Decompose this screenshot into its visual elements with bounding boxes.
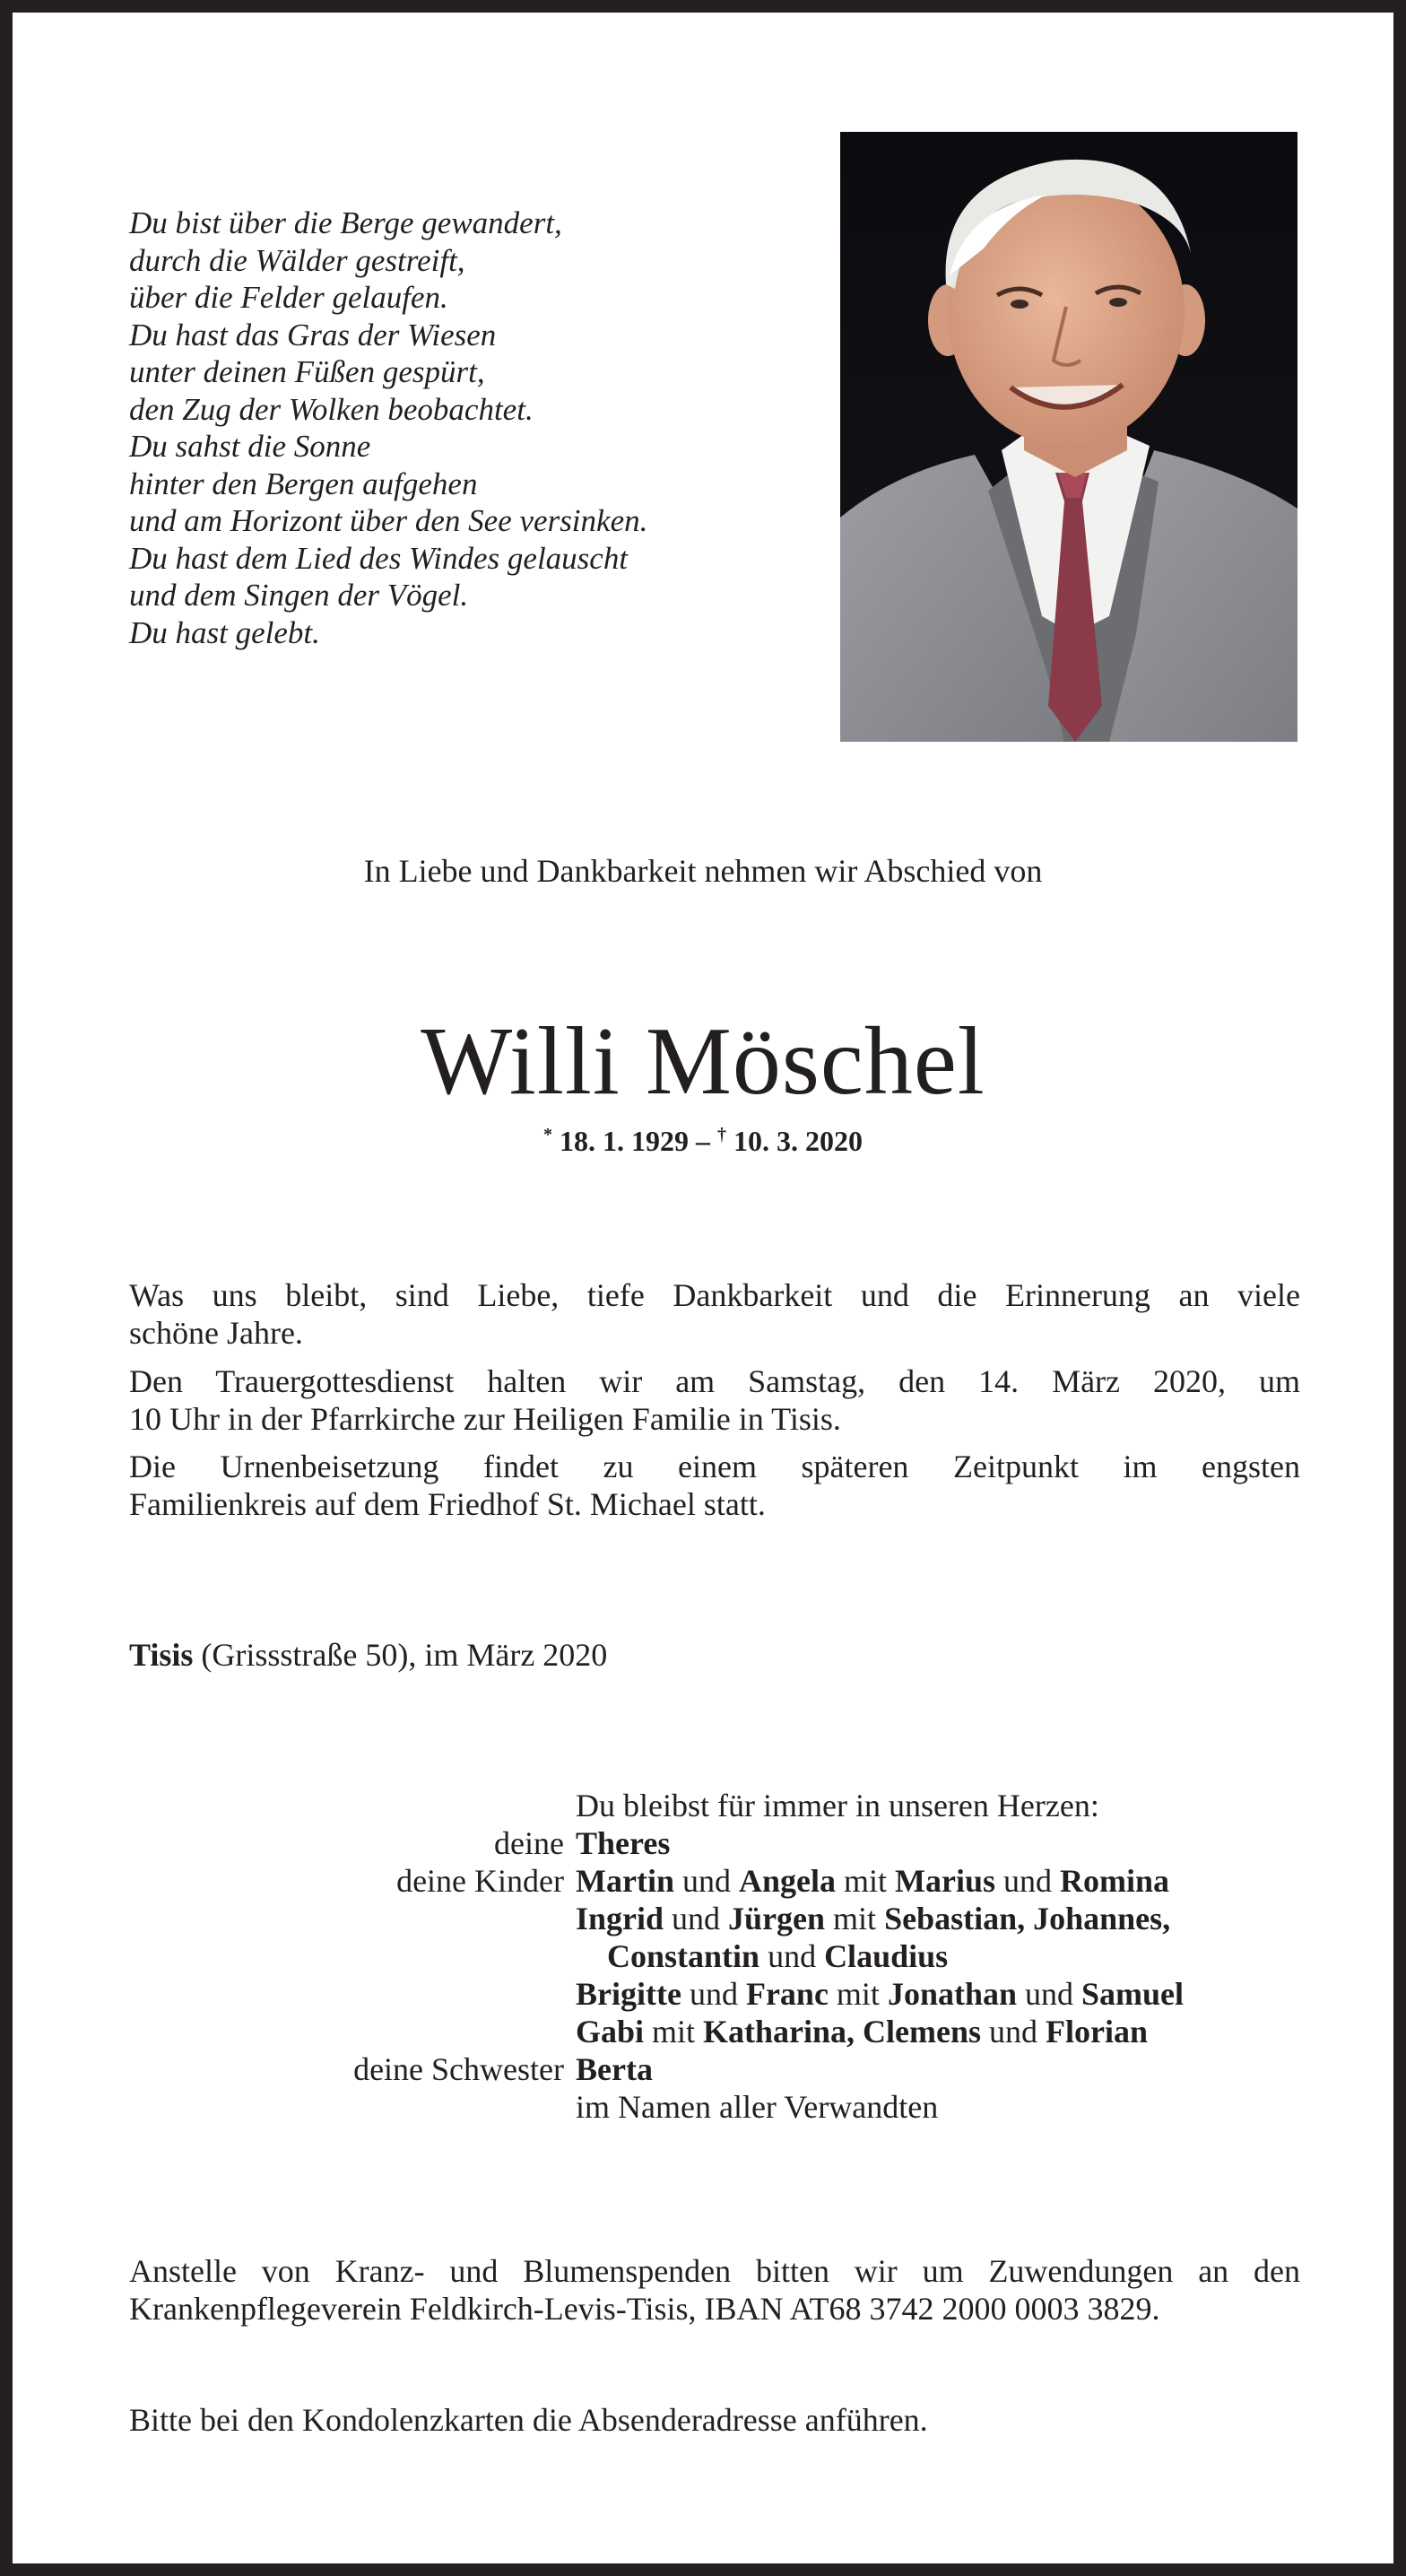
survivor-connector: und bbox=[981, 2014, 1046, 2049]
survivor-connector: und bbox=[681, 1976, 746, 2012]
survivor-row bbox=[13, 2013, 1393, 2050]
birth-date: 18. 1. 1929 bbox=[560, 1125, 689, 1157]
survivor-row bbox=[13, 1900, 1393, 1937]
survivor-name: Constantin bbox=[607, 1938, 760, 1974]
survivor-name: Berta bbox=[576, 2051, 653, 2087]
survivor-names bbox=[576, 1975, 1184, 2013]
survivor-connector: mit bbox=[825, 1901, 885, 1936]
donation-request bbox=[129, 2253, 1300, 2328]
survivor-names bbox=[576, 2013, 1148, 2050]
survivor-name: Martin bbox=[576, 1863, 674, 1899]
survivor-name: Marius bbox=[894, 1863, 995, 1899]
donation-line: Anstelle von Kranz- und Blumenspenden bitten wir um Zuwendungen an den bbox=[129, 2253, 1300, 2289]
survivor-connector: und bbox=[1017, 1976, 1081, 2012]
survivor-name: Sebastian, Johannes, bbox=[884, 1901, 1171, 1936]
survivor-name: Claudius bbox=[824, 1938, 949, 1974]
survivor-row bbox=[13, 1862, 1393, 1900]
survivor-row bbox=[13, 1824, 1393, 1862]
survivor-connector: im Namen aller Verwandten bbox=[576, 2089, 939, 2125]
closing-note bbox=[129, 2402, 1300, 2440]
survivor-name: Florian bbox=[1046, 2014, 1149, 2049]
poem-line: Du hast gelebt. bbox=[129, 614, 320, 650]
message-line: schöne Jahre. bbox=[129, 1314, 303, 1351]
survivor-name: Jonathan bbox=[887, 1976, 1017, 2012]
survivor-name: Angela bbox=[738, 1863, 836, 1899]
message-line: Familienkreis auf dem Friedhof St. Michael statt. bbox=[129, 1485, 766, 1522]
death-date: 10. 3. 2020 bbox=[733, 1125, 863, 1157]
message-line: Was uns bleibt, sind Liebe, tiefe Dankbarkeit und die Erinnerung an viele bbox=[129, 1277, 1300, 1313]
portrait-illustration bbox=[840, 132, 1298, 742]
poem-line: über die Felder gelaufen. bbox=[129, 280, 448, 315]
survivor-name: Franc bbox=[745, 1976, 829, 2012]
survivor-row bbox=[13, 1975, 1393, 2013]
survivor-names bbox=[576, 1824, 670, 1862]
place-and-date bbox=[129, 1636, 607, 1674]
closing-line: Bitte bei den Kondolenzkarten die Absenderadresse anführen. bbox=[129, 2402, 928, 2438]
survivor-rows bbox=[13, 1824, 1393, 2126]
survivor-connector: und bbox=[994, 1863, 1060, 1899]
poem-line: Du hast dem Lied des Windes gelauscht bbox=[129, 540, 629, 576]
survivor-row bbox=[13, 2088, 1393, 2126]
survivor-relation: deine Kinder bbox=[396, 1863, 564, 1899]
message-line: 10 Uhr in der Pfarrkirche zur Heiligen Familie in Tisis. bbox=[129, 1400, 841, 1437]
message-paragraph-2 bbox=[129, 1363, 1300, 1438]
message-line: Den Trauergottesdienst halten wir am Samstag, den 14. März 2020, um bbox=[129, 1363, 1300, 1399]
survivor-row bbox=[13, 1937, 1393, 1975]
place-town: Tisis bbox=[129, 1637, 194, 1673]
survivor-names bbox=[576, 1900, 1170, 1937]
survivor-names bbox=[576, 2088, 938, 2126]
message-paragraph-1 bbox=[129, 1277, 1300, 1352]
survivor-connector: und bbox=[759, 1938, 825, 1974]
message-paragraph-3 bbox=[129, 1449, 1300, 1523]
poem-line: unter deinen Füßen gespürt, bbox=[129, 354, 485, 389]
life-dates bbox=[13, 1125, 1393, 1158]
birth-symbol: * bbox=[543, 1125, 552, 1144]
survivor-names bbox=[607, 1937, 948, 1975]
poem-line: den Zug der Wolken beobachtet. bbox=[129, 391, 534, 427]
poem-line: und am Horizont über den See versinken. bbox=[129, 503, 648, 538]
survivor-relation: deine bbox=[494, 1825, 564, 1861]
message-line: Die Urnenbeisetzung findet zu einem späteren Zeitpunkt im engsten bbox=[129, 1449, 1300, 1484]
survivor-names bbox=[576, 2050, 653, 2088]
survivor-name: Ingrid bbox=[576, 1901, 664, 1936]
survivor-row bbox=[13, 2050, 1393, 2088]
date-separator: – bbox=[696, 1125, 710, 1157]
survivor-name: Romina bbox=[1059, 1863, 1169, 1899]
poem-line: und dem Singen der Vögel. bbox=[129, 578, 469, 613]
survivors-intro: Du bleibst für immer in unseren Herzen: bbox=[576, 1788, 1099, 1823]
survivor-connector: mit bbox=[828, 1976, 888, 2012]
survivor-connector: mit bbox=[644, 2014, 704, 2049]
place-rest: (Grissstraße 50), im März 2020 bbox=[193, 1637, 608, 1673]
poem-line: Du bist über die Berge gewandert, bbox=[129, 205, 562, 240]
survivors-list bbox=[13, 1787, 1393, 2126]
donation-line: Krankenpflegeverein Feldkirch-Levis-Tisis, IBAN AT68 3742 2000 0003 3829. bbox=[129, 2290, 1160, 2327]
farewell-line: In Liebe und Dankbarkeit nehmen wir Abschied von bbox=[363, 853, 1043, 889]
poem-line: durch die Wälder gestreift, bbox=[129, 242, 465, 278]
deceased-name: Willi Möschel bbox=[421, 1008, 985, 1115]
survivor-name: Theres bbox=[576, 1825, 671, 1861]
survivor-connector: und bbox=[664, 1901, 729, 1936]
poem-line: hinter den Bergen aufgehen bbox=[129, 466, 478, 501]
memorial-poem bbox=[129, 205, 757, 651]
portrait-photo bbox=[840, 132, 1298, 742]
survivors-intro-row bbox=[13, 1787, 1393, 1824]
survivor-name: Katharina, Clemens bbox=[703, 2014, 982, 2049]
survivor-name: Brigitte bbox=[576, 1976, 681, 2012]
survivor-name: Samuel bbox=[1081, 1976, 1185, 2012]
poem-line: Du sahst die Sonne bbox=[129, 429, 371, 464]
survivor-name: Gabi bbox=[576, 2014, 645, 2049]
survivor-connector: mit bbox=[835, 1863, 895, 1899]
survivor-names bbox=[576, 1862, 1169, 1900]
survivor-relation: deine Schwester bbox=[353, 2051, 564, 2087]
survivor-connector: und bbox=[673, 1863, 739, 1899]
death-symbol: † bbox=[717, 1125, 726, 1144]
survivor-name: Jürgen bbox=[728, 1901, 826, 1936]
poem-line: Du hast das Gras der Wiesen bbox=[129, 317, 497, 352]
